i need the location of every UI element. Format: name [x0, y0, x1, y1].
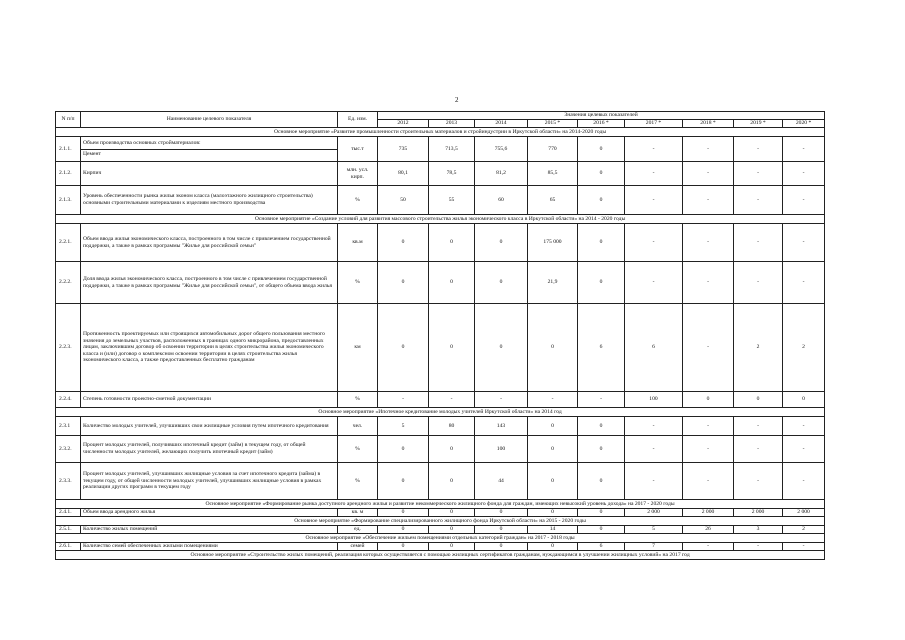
row-value: - [783, 162, 825, 186]
row-value: - [783, 186, 825, 215]
row-value: 0 [429, 526, 475, 534]
header-unit: Ед. изм. [338, 112, 378, 128]
row-number: 2.1.2. [56, 162, 81, 186]
row-value: 0 [378, 526, 429, 534]
table-row [56, 417, 825, 436]
row-value: 0 [578, 186, 625, 215]
row-value: 44 [475, 463, 528, 500]
row-value: - [683, 463, 734, 500]
row-value: - [734, 162, 783, 186]
row-unit: км [338, 304, 378, 392]
row-value: 0 [528, 436, 578, 463]
row-value: - [783, 436, 825, 463]
row-value: 2 [734, 304, 783, 392]
row-value: - [734, 417, 783, 436]
row-value: - [734, 137, 783, 162]
row-value: 713,5 [429, 137, 475, 162]
row-value: - [625, 436, 683, 463]
row-value: 55 [429, 186, 475, 215]
row-unit: % [338, 262, 378, 304]
section-heading: Основное мероприятие «Формирование рынка доступного арендного жилья и развитие некоммерческого жилищного фонда для граждан, имеющих невысокий уровень дохода» на 2017 - 2020 годы [56, 500, 825, 509]
row-value: 0 [528, 304, 578, 392]
row-name: Доля ввода жилья экономического класса, построенного в том числе с привлечением государственной поддержки, а также в рамках программы "Жилье для российской семьи", от общего объема ввода жилья [81, 262, 338, 304]
row-value: 0 [475, 304, 528, 392]
row-value: 2 000 [683, 509, 734, 517]
row-value: - [683, 224, 734, 262]
row-value: - [734, 463, 783, 500]
row-name: Объем ввода арендного жилья [81, 509, 338, 517]
header-values-group: Значения целевых показателей [378, 112, 825, 120]
row-value: 0 [475, 526, 528, 534]
header-year: 2012 [378, 120, 429, 128]
row-value: - [378, 392, 429, 408]
table-row [56, 262, 825, 304]
table-row [56, 509, 825, 517]
header-year: 2020 * [783, 120, 825, 128]
row-value: - [625, 162, 683, 186]
section-heading: Основное мероприятие «Создание условий для развития массового строительства жилья экономического класса в Иркутской области» на 2014 - 2020 годы [56, 215, 825, 224]
row-unit: % [338, 463, 378, 500]
row-value: 0 [578, 137, 625, 162]
row-number: 2.3.2. [56, 436, 81, 463]
row-value: 0 [578, 526, 625, 534]
row-number: 2.2.4. [56, 392, 81, 408]
table-row [56, 224, 825, 262]
row-value: 100 [625, 392, 683, 408]
target-indicators-table [55, 111, 825, 560]
row-number: 2.5.1. [56, 526, 81, 534]
header-name: Наименование целевого показателя [81, 112, 338, 128]
header-year: 2016 * [578, 120, 625, 128]
row-value: - [783, 224, 825, 262]
row-value: 0 [475, 509, 528, 517]
row-name: Протяженность проектируемых или строящихся автомобильных дорог общего пользования местного значения до земельных участков, расположенных в границах одного микрорайона, предоставленных лицам, заключившим договор об освоении территории в целях строительства жилья экономического класса и (или) договор о комплексном освоении территории в целях строительства жилья экономического класса, а также предоставленных бесплатно гражданам [81, 304, 338, 392]
row-value: 0 [783, 392, 825, 408]
row-value: - [683, 304, 734, 392]
row-number: 2.1.3. [56, 186, 81, 215]
row-number: 2.2.2. [56, 262, 81, 304]
row-value: - [625, 137, 683, 162]
row-value: - [783, 463, 825, 500]
row-unit: чел. [338, 417, 378, 436]
row-name-item: Цемент [83, 151, 101, 157]
section-heading: Основное мероприятие «Обеспечение жильем помещениями отдельных категорий граждан» на 2017 - 2018 годы [56, 534, 825, 543]
row-value: 2 [783, 526, 825, 534]
row-value: 0 [528, 543, 578, 551]
row-value: - [625, 417, 683, 436]
section-heading: Основное мероприятие «Формирование специализированного жилищного фонда Иркутской области» на 2015 - 2020 годы [56, 517, 825, 526]
row-value: 0 [734, 392, 783, 408]
row-number: 2.6.1. [56, 543, 81, 551]
row-value: - [475, 392, 528, 408]
header-year: 2014 [475, 120, 528, 128]
section-heading: Основное мероприятие «Строительство жилых помещений, реализация которых осуществляется с помощью жилищных сертификатов гражданам, нуждающимся в улучшении жилищных условий» на 2017 год [56, 551, 825, 560]
row-value: 6 [578, 543, 625, 551]
row-unit: кв. м [338, 509, 378, 517]
row-value: 0 [378, 509, 429, 517]
row-value: 0 [378, 224, 429, 262]
row-value: 50 [378, 186, 429, 215]
row-value: 81,2 [475, 162, 528, 186]
row-value: 2 000 [783, 509, 825, 517]
row-value: 755,6 [475, 137, 528, 162]
row-value: 78,5 [429, 162, 475, 186]
row-value: 0 [578, 224, 625, 262]
row-value: 65 [528, 186, 578, 215]
row-name: Уровень обеспеченности рынка жилья эконом класса (малоэтажного жилищного строительства) основными строительными материалами к изделиям местного производства [81, 186, 338, 215]
row-unit [338, 162, 378, 186]
row-value: 0 [528, 463, 578, 500]
table-row [56, 543, 825, 551]
row-value: - [734, 224, 783, 262]
row-value: - [683, 417, 734, 436]
row-name: Процент молодых учителей, получивших ипотечный кредит (займ) в текущем году, от общей численности молодых учителей, желающих получить ипотечный кредит (займ) [81, 436, 338, 463]
row-value: 0 [683, 392, 734, 408]
row-value: - [683, 186, 734, 215]
row-value: - [783, 417, 825, 436]
row-value: 770 [528, 137, 578, 162]
row-value: 0 [578, 262, 625, 304]
row-value: 143 [475, 417, 528, 436]
row-value: - [734, 262, 783, 304]
row-value: 0 [528, 417, 578, 436]
row-value: - [734, 436, 783, 463]
row-value: 7 [625, 543, 683, 551]
row-value: - [783, 262, 825, 304]
row-name: Количество семей обеспеченных жилыми помещениями [81, 543, 338, 551]
table-row [56, 463, 825, 500]
row-value: - [683, 162, 734, 186]
row-value: 0 [378, 543, 429, 551]
row-name: Объем ввода жилья экономического класса, построенного в том числе с привлечением государственной поддержки, а также в рамках программы "Жилье для российской семьи" [81, 224, 338, 262]
row-value: 21,9 [528, 262, 578, 304]
row-value: 0 [429, 509, 475, 517]
header-year: 2013 [429, 120, 475, 128]
row-value: 0 [475, 224, 528, 262]
row-value: - [734, 186, 783, 215]
row-value: - [625, 224, 683, 262]
row-number: 2.2.1. [56, 224, 81, 262]
header-number: N п/п [56, 112, 81, 128]
row-value: 0 [528, 509, 578, 517]
row-name-heading: Объем производства основных стройматериалов: [83, 140, 201, 147]
row-value: - [625, 262, 683, 304]
row-name [81, 137, 338, 162]
row-name: Процент молодых учителей, улучшивших жилищные условия за счет ипотечного кредита (займа) в текущем году, от общей численности молодых учителей, улучшивших жилищные условия в рамках реализации других программ в текущем году [81, 463, 338, 500]
row-unit: кв.м [338, 224, 378, 262]
row-value: 0 [578, 463, 625, 500]
row-unit: % [338, 392, 378, 408]
row-number: 2.3.1 [56, 417, 81, 436]
table-row [56, 436, 825, 463]
row-value: 0 [429, 224, 475, 262]
row-value: 6 [578, 304, 625, 392]
row-value: 5 [378, 417, 429, 436]
row-value: - [683, 543, 734, 551]
row-value: 735 [378, 137, 429, 162]
row-value: 6 [625, 304, 683, 392]
row-value: 60 [475, 186, 528, 215]
row-value: 175 000 [528, 224, 578, 262]
row-value: 0 [578, 436, 625, 463]
row-value: 2 [783, 304, 825, 392]
row-value: 0 [378, 304, 429, 392]
row-value: 80,1 [378, 162, 429, 186]
row-name: Количество молодых учителей, улучшивших свои жилищные условия путем ипотечного кредитования [81, 417, 338, 436]
row-value: 0 [378, 436, 429, 463]
row-value: 0 [429, 304, 475, 392]
row-value: 80 [429, 417, 475, 436]
header-year: 2019 * [734, 120, 783, 128]
row-value: - [683, 436, 734, 463]
header-year: 2015 * [528, 120, 578, 128]
table-row [56, 392, 825, 408]
row-value: - [528, 392, 578, 408]
row-unit: тыс.т [338, 137, 378, 162]
row-value: - [625, 463, 683, 500]
row-value: 26 [683, 526, 734, 534]
row-number: 2.3.3. [56, 463, 81, 500]
row-value: 0 [429, 463, 475, 500]
row-value: - [578, 392, 625, 408]
row-unit: семей [338, 543, 378, 551]
table-row [56, 526, 825, 534]
row-name: Количество жилых помещений [81, 526, 338, 534]
row-value: 0 [429, 436, 475, 463]
row-value: - [683, 262, 734, 304]
row-value: 2 000 [625, 509, 683, 517]
row-value: - [683, 137, 734, 162]
row-value: 3 [734, 526, 783, 534]
row-value: - [625, 186, 683, 215]
row-name: Кирпич [81, 162, 338, 186]
header-year: 2017 * [625, 120, 683, 128]
row-value: 0 [578, 417, 625, 436]
section-heading: Основное мероприятие «Ипотечное кредитование молодых учителей Иркутской области» на 2014 год [56, 408, 825, 417]
row-value: 0 [378, 262, 429, 304]
row-value: - [429, 392, 475, 408]
row-value: 0 [578, 162, 625, 186]
row-unit-line: млн. усл. [346, 166, 369, 173]
row-value: 0 [578, 509, 625, 517]
row-unit: % [338, 436, 378, 463]
row-number: 2.2.3. [56, 304, 81, 392]
row-number: 2.1.1. [56, 137, 81, 162]
row-unit-line: кирп. [351, 173, 364, 180]
row-value: 0 [429, 543, 475, 551]
page-number: 2 [455, 96, 459, 104]
row-value: 0 [378, 463, 429, 500]
row-unit: ед. [338, 526, 378, 534]
row-value: - [734, 543, 783, 551]
table-row [56, 137, 825, 162]
row-number: 2.4.1. [56, 509, 81, 517]
row-value: 85,5 [528, 162, 578, 186]
row-value: 100 [475, 436, 528, 463]
table-row [56, 304, 825, 392]
row-value: 0 [429, 262, 475, 304]
row-value: - [783, 543, 825, 551]
row-value: - [783, 137, 825, 162]
row-unit: % [338, 186, 378, 215]
row-value: 2 000 [734, 509, 783, 517]
row-value: 0 [475, 543, 528, 551]
row-value: 5 [625, 526, 683, 534]
row-name: Степень готовности проектно-сметной документации [81, 392, 338, 408]
row-value: 14 [528, 526, 578, 534]
table-row [56, 162, 825, 186]
header-year: 2018 * [683, 120, 734, 128]
section-heading: Основное мероприятие «Развитие промышленности строительных материалов и стройиндустрии в Иркутской области» на 2014-2020 годы [56, 128, 825, 137]
row-value: 0 [475, 262, 528, 304]
table-row [56, 186, 825, 215]
